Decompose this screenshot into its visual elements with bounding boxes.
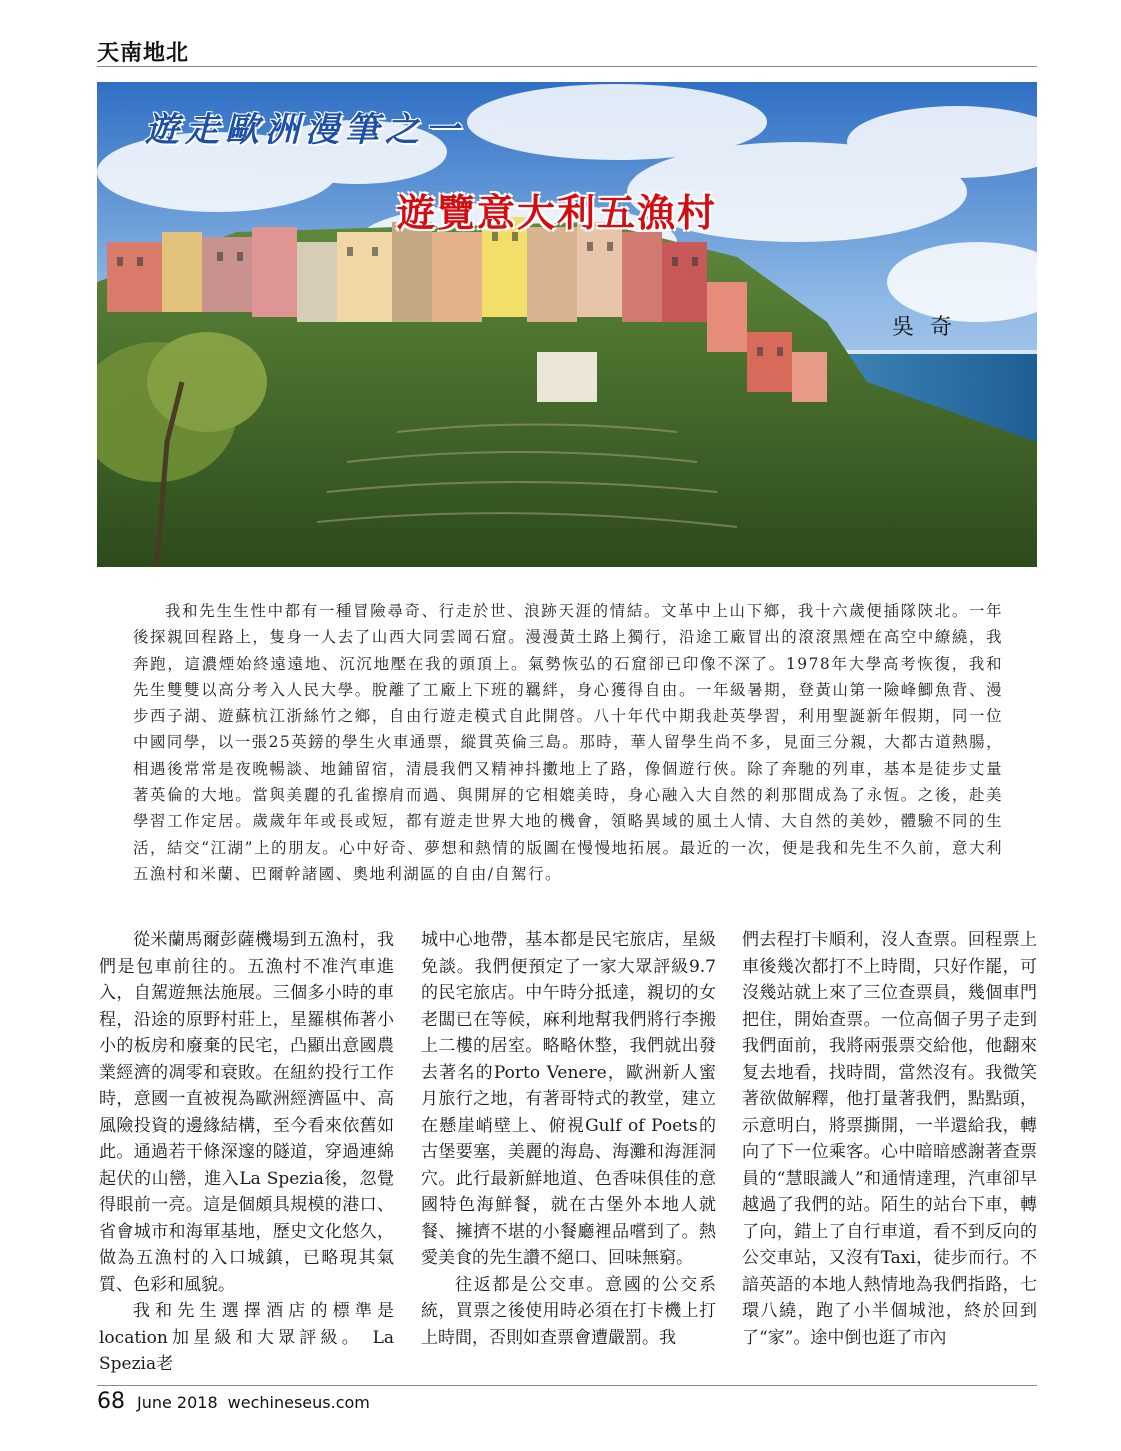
paragraph: 我和先生選擇酒店的標準是location加星級和大眾評級。 La Spezia老 [99, 1301, 394, 1374]
issue-date: June 2018 [137, 1393, 218, 1412]
paragraph: 城中心地帶，基本都是民宅旅店，星級免談。我們便預定了一家大眾評級9.7的民宅旅店。中午時分抵達，親切的女老闆已在等候，麻利地幫我們將行李搬上二樓的居室。略略休整，我們就出發去著名的Porto Venere，歐洲新人蜜月旅行之地，有著哥特式的教堂，建立在懸崖峭壁上、俯視Gulf of Poets的古堡要塞，美麗的海島、海灘和海涯洞穴。此行最新鮮地道、色香味俱佳的意國特色海鮮餐，就在古堡外本地人就餐、擁擠不堪的小餐廳裡品嚐到了。熱愛美食的先生讚不絕口、回味無窮。 [421, 930, 716, 1268]
body-column-3 [742, 927, 1037, 1351]
body-column-2 [421, 927, 716, 1351]
website-link[interactable]: wechineseus.com [227, 1393, 370, 1412]
hero-photo [97, 82, 1037, 567]
top-divider [97, 66, 1037, 67]
author-name: 吳奇 [892, 315, 969, 340]
paragraph: 們去程打卡順利，沒人查票。回程票上車後幾次都打不上時間，只好作罷，可沒幾站就上來了三位查票員，幾個車門把住，開始查票。一位高個子男子走到我們面前，我將兩張票交給他，他翻來复去地看，找時間，當然沒有。我微笑著欲做解釋，他打量著我們，點點頭，示意明白，將票撕開，一半還給我，轉向了下一位乘客。心中暗暗感謝著查票員的“慧眼識人”和通情達理，汽車卻早越過了我們的站。陌生的站台下車，轉了向，錯上了自行車道，看不到反向的公交車站，又沒有Taxi，徒步而行。不諳英語的本地人熱情地為我們指路，七環八繞，跑了小半個城池，終於回到了“家”。途中倒也逛了市內 [742, 930, 1037, 1348]
section-label: 天南地北 [97, 41, 190, 66]
bottom-divider [97, 1385, 1037, 1386]
page-footer [97, 1389, 370, 1414]
intro-paragraph: 我和先生生性中都有一種冒險尋奇、行走於世、浪跡天涯的情結。文革中上山下鄉，我十六歲便插隊陝北。一年後探親回程路上，隻身一人去了山西大同雲岡石窟。漫漫黃土路上獨行，沿途工廠冒出的滾滾黑煙在高空中繚繞，我奔跑，這濃煙始終遠遠地、沉沉地壓在我的頭頂上。氣勢恢弘的石窟卻已印像不深了。1978年大學高考恢復，我和先生雙雙以高分考入人民大學。脫離了工廠上下班的羈絆，身心獲得自由。一年級暑期，登黃山第一險峰鯽魚背、漫步西子湖、遊蘇杭江浙絲竹之鄉，自由行遊走模式自此開啓。八十年代中期我赴英學習，利用聖誕新年假期，同一位中國同學，以一張25英鎊的學生火車通票，縱貫英倫三島。那時，華人留學生尚不多，見面三分親，大都古道熱腸，相遇後常常是夜晚暢談、地鋪留宿，清晨我們又精神抖擻地上了路，像個遊行俠。除了奔馳的列車，基本是徒步丈量著英倫的大地。當與美麗的孔雀擦肩而過、與開屏的它相媲美時，身心融入大自然的剎那間成為了永恆。之後，赴美學習工作定居。歲歲年年或長或短，都有遊走世界大地的機會，領略異域的風土人情、大自然的美妙，體驗不同的生活，結交“江湖”上的朋友。心中好奇、夢想和熱情的版圖在慢慢地拓展。最近的一次，便是我和先生不久前，意大利五漁村和米蘭、巴爾幹諸國、奧地利湖區的自由/自駕行。 [133, 602, 1003, 883]
page-number: 68 [97, 1389, 125, 1414]
paragraph: 往返都是公交車。意國的公交系統，買票之後使用時必須在打卡機上打上時間，否則如查票會遭嚴罰。我 [421, 1274, 716, 1348]
series-title: 遊走歐洲漫筆之一 [145, 110, 465, 150]
body-column-1 [99, 927, 394, 1378]
article-title: 遊覽意大利五漁村 [397, 190, 718, 235]
paragraph: 從米蘭馬爾彭薩機場到五漁村，我們是包車前往的。五漁村不准汽車進入，自駕遊無法施展。三個多小時的車程，沿途的原野村莊上，星羅棋佈著小小的板房和廢棄的民宅，凸顯出意國農業經濟的凋零和衰敗。在紐約投行工作時，意國一直被視為歐洲經濟區中、高風險投資的邊緣結構，至今看來依舊如此。通過若干條深邃的隧道，穿過連綿起伏的山巒，進入La Spezia後，忽覺得眼前一亮。這是個頗具規模的港口、省會城市和海軍基地，歷史文化悠久，做為五漁村的入口城鎮，已略現其氣質、色彩和風貌。 [99, 930, 394, 1295]
